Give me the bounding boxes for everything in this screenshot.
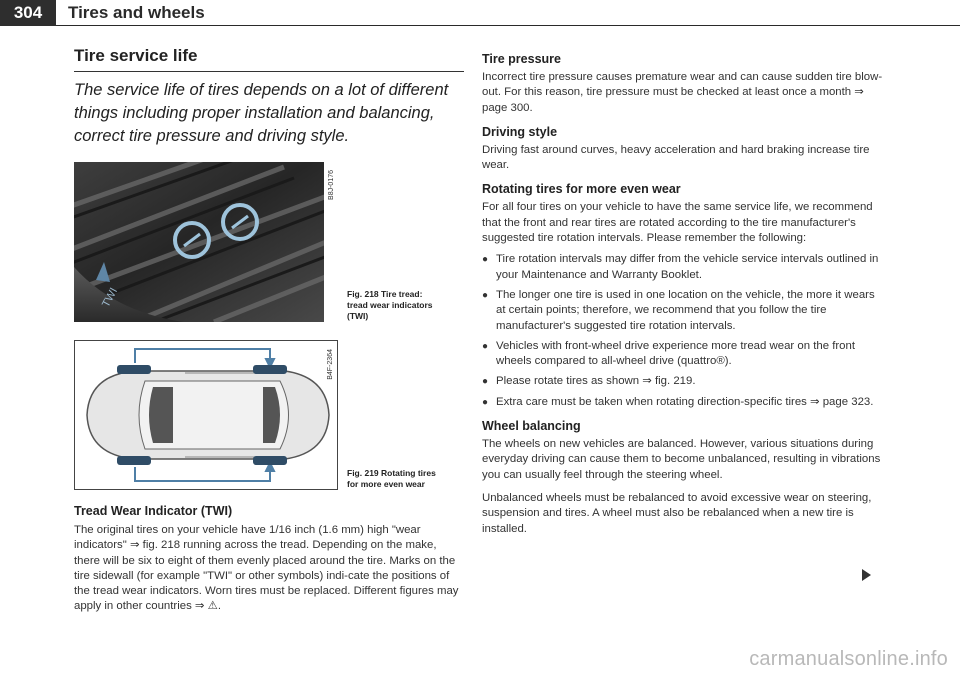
rotation-arrow-rear (135, 463, 274, 481)
fig218-row (74, 162, 464, 322)
driving-heading: Driving style (482, 124, 558, 139)
pressure-text: Incorrect tire pressure causes premature wear and can cause sudden tire blow-out. For this reason, tire pressure must be checked at least once a month ⇒ page 300. (482, 71, 883, 114)
twi-text: The original tires on your vehicle have 1/16 inch (1.6 mm) high "wear indicators" ⇒ fig. 218 running across the tread. Depending on the make, there will be six to eight of them evenly placed around the tire. Marks on the tire sidewall (for example "TWI" or other symbols) indi-cate the positions of the tread wear indicators. Worn tires must be replaced. Different figures may apply in other countries ⇒ ⚠. (74, 524, 459, 613)
driving-text: Driving fast around curves, heavy acceleration and hard braking increase tire wear. (482, 143, 870, 172)
balancing-text-1: The wheels on new vehicles are balanced. However, various situations during everyday driving can cause them to become unbalanced, resulting in vibrations you can usually feel through the steering wheel. (482, 438, 881, 481)
car-top-view (87, 371, 329, 459)
fig218-caption: Fig. 218 Tire tread: tread wear indicators (TWI) (347, 289, 433, 321)
fig219-caption: Fig. 219 Rotating tires for more even wear (347, 468, 436, 489)
rotation-arrow-front (135, 349, 274, 367)
twi-sidewall-text: TWI (100, 285, 121, 310)
twi-heading: Tread Wear Indicator (TWI) (74, 504, 233, 518)
intro-text: The service life of tires depends on a lot of different things including proper installation and balancing, correct tire pressure and driving style. (74, 81, 449, 145)
tire-rotation-diagram (75, 341, 337, 489)
right-column (482, 52, 884, 537)
list-item: ● Please rotate tires as shown ⇒ fig. 219. (482, 375, 696, 388)
watermark: carmanualsonline.info (749, 648, 948, 670)
page-number: 304 (0, 0, 56, 26)
header-rule (56, 25, 960, 26)
fig218-code: B8J-0176 (328, 170, 335, 200)
fig219-image (74, 340, 338, 490)
tire-tread-illustration (74, 162, 338, 322)
rotating-text: For all four tires on your vehicle to have the same service life, we recommend that the front and rear tires are rotated according to the tire manufacturer's suggested tire rotation intervals. Please remember the following: (482, 201, 873, 245)
balancing-text-2: Unbalanced wheels must be rebalanced to avoid excessive wear on steering, suspension and tires. A wheel must also be rebalanced when a new tire is installed. (482, 491, 872, 535)
list-item: ● Vehicles with front-wheel drive experience more tread wear on the front wheels compared to all-wheel drive (quattro®). (482, 339, 855, 368)
chapter-title: Tires and wheels (68, 3, 205, 22)
rotation-bullet-list (482, 252, 884, 410)
left-column (74, 46, 464, 615)
fig218-image (74, 162, 338, 322)
continue-arrow-icon (862, 569, 871, 581)
list-item: ● The longer one tire is used in one location on the vehicle, the more it wears at certain points; therefore, we recommend that you follow the tire manufacturer's suggested tire rotation intervals. (482, 288, 875, 332)
list-item: ● Tire rotation intervals may differ from the vehicle service intervals outlined in your Maintenance and Warranty Booklet. (482, 253, 879, 281)
rotating-heading: Rotating tires for more even wear (482, 182, 681, 197)
fig219-code: B4F-2364 (327, 349, 334, 380)
pressure-heading: Tire pressure (482, 52, 561, 66)
list-item: ● Extra care must be taken when rotating direction-specific tires ⇒ page 323. (482, 395, 874, 408)
fig219-row (74, 340, 464, 490)
balancing-heading: Wheel balancing (482, 419, 581, 434)
section-title: Tire service life (74, 46, 464, 72)
